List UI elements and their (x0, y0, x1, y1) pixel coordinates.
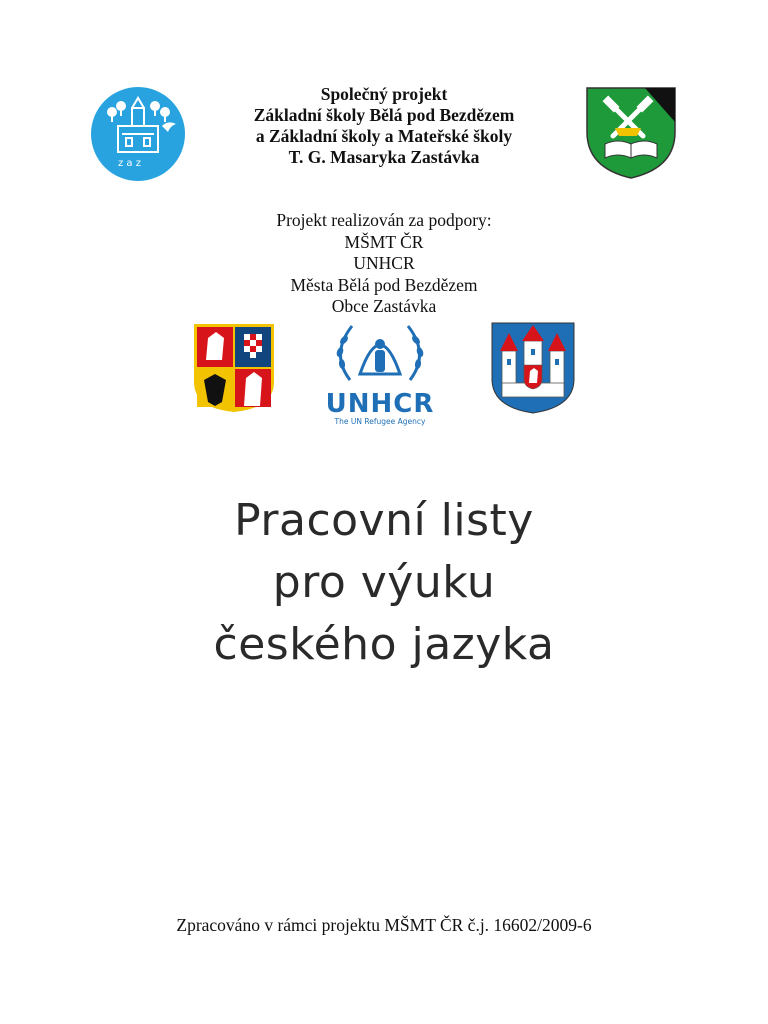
title-line-3: českého jazyka (213, 619, 555, 670)
header-line-3: a Základní školy a Mateřské školy (255, 126, 513, 146)
header-line-1: Společný projekt (320, 84, 448, 104)
support-line-5: Obce Zastávka (331, 296, 437, 316)
bela-coat-of-arms (490, 321, 576, 415)
support-line-2: MŠMT ČR (344, 231, 424, 252)
title-line-1: Pracovní listy (234, 495, 534, 546)
footer-note: Zpracováno v rámci projektu MŠMT ČR č.j. 16602/2009-6 (176, 915, 592, 935)
svg-text:z a z: z a z (118, 158, 141, 169)
school-bela-logo (90, 86, 186, 182)
unhcr-logo (322, 320, 438, 426)
unhcr-wordmark: UNHCR (325, 389, 435, 419)
project-header (200, 84, 568, 168)
header-line-2: Základní školy Bělá pod Bezdězem (253, 105, 515, 125)
support-line-3: UNHCR (353, 253, 415, 273)
support-line-1: Projekt realizován za podpory: (276, 210, 492, 230)
main-title (100, 490, 668, 676)
header-line-4: T. G. Masaryka Zastávka (288, 147, 480, 167)
unhcr-tagline: The UN Refugee Agency (334, 417, 426, 426)
zastavka-coat-of-arms (585, 86, 677, 180)
title-line-2: pro výuku (272, 557, 496, 608)
support-block (200, 210, 568, 318)
support-line-4: Města Bělá pod Bezdězem (290, 274, 478, 295)
czech-coat-of-arms (192, 322, 276, 414)
